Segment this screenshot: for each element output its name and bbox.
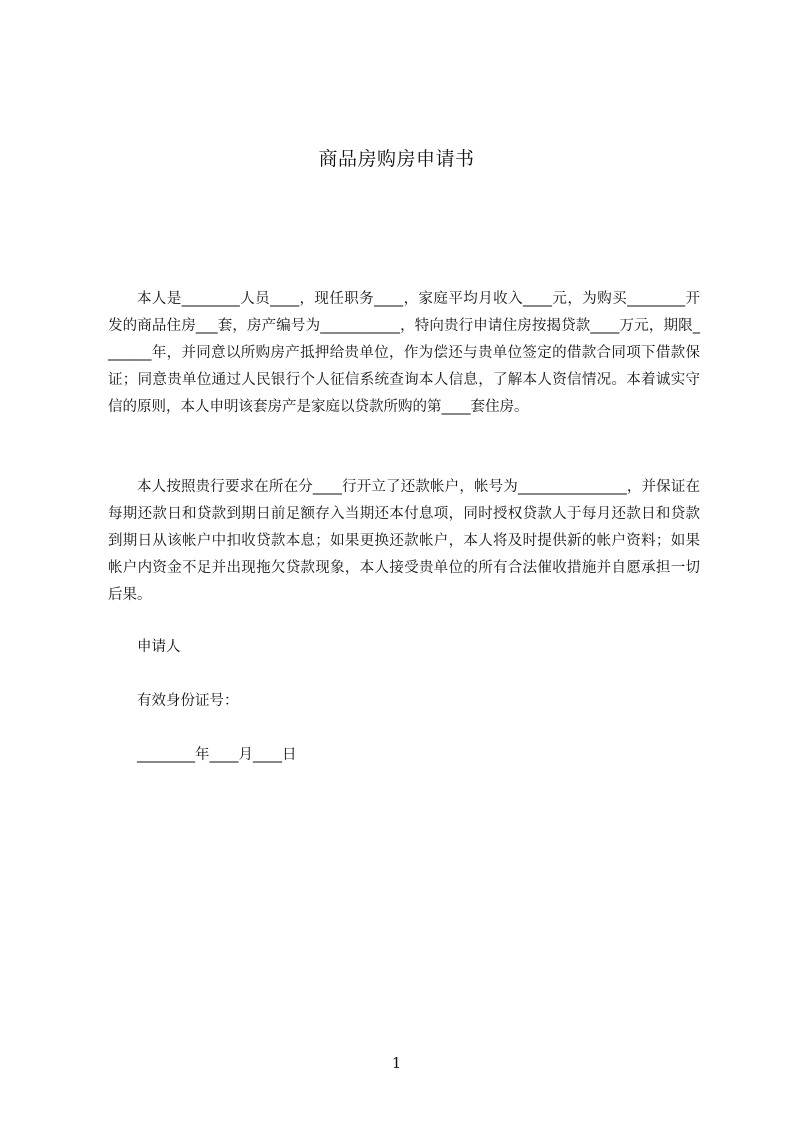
applicant-label: 申请人 [137,639,181,655]
application-paragraph-1: 本人是________人员____，现任职务____，家庭平均月收入____元，为购买________开发的商品住房___套，房产编号为___________，特向贵行申请住房按揭贷款____万元，期限_______年，并同意以所购房产抵押给贵单位，作为偿还与贵单位签定的借款合同项下借款保证；同意贵单位通过人民银行个人征信系统查询本人信息，了解本人资信情况。本着诚实守信的原则，本人申明该套房产是家庭以贷款所购的第____套住房。 [108,291,700,415]
date-line: ________年____月____日 [137,747,297,763]
page-number: 1 [391,1054,402,1072]
application-paragraph-2: 本人按照贵行要求在所在分____行开立了还款帐户，帐号为_______________，并保证在每期还款日和贷款到期日前足额存入当期还本付息项，同时授权贷款人于每月还款日和贷款到期日从该帐户中扣收贷款本息；如果更换还款帐户，本人将及时提供新的帐户资料；如果帐户内资金不足并出现拖欠贷款现象，本人接受贵单位的所有合法催收措施并自愿承担一切后果。 [108,479,700,603]
id-number-label: 有效身份证号： [137,693,239,709]
document-title: 商品房购房申请书 [318,148,475,170]
